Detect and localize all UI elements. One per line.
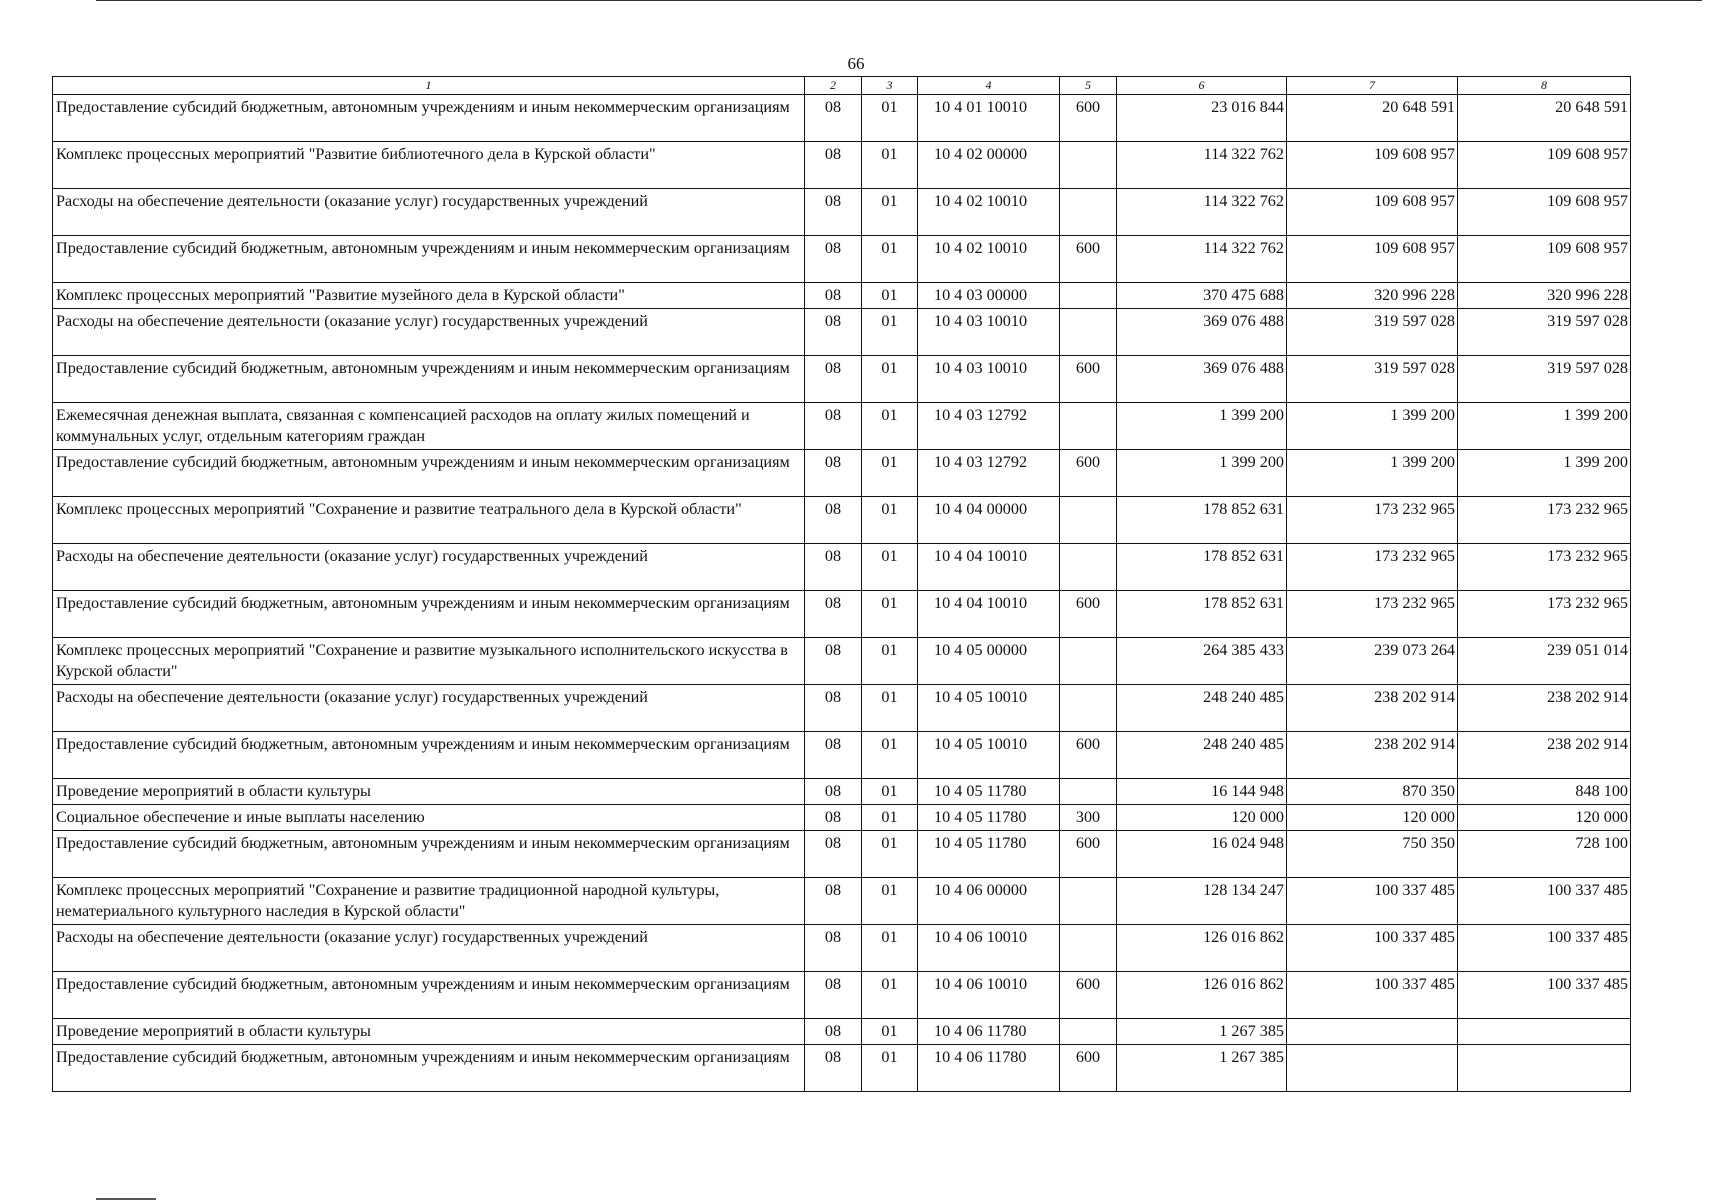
cell-c6: 126 016 862 xyxy=(1117,925,1287,972)
cell-c7: 109 608 957 xyxy=(1287,189,1458,236)
cell-c5 xyxy=(1060,685,1117,732)
cell-c6: 248 240 485 xyxy=(1117,685,1287,732)
cell-c4: 10 4 06 11780 xyxy=(918,1045,1060,1092)
cell-c3: 01 xyxy=(862,878,918,925)
cell-c5: 600 xyxy=(1060,591,1117,638)
cell-c4: 10 4 05 11780 xyxy=(918,805,1060,831)
cell-c5 xyxy=(1060,1019,1117,1045)
table-row xyxy=(53,544,1631,591)
cell-c8: 848 100 xyxy=(1458,779,1631,805)
cell-c5 xyxy=(1060,403,1117,450)
cell-c3: 01 xyxy=(862,685,918,732)
cell-c6: 369 076 488 xyxy=(1117,309,1287,356)
cell-c4: 10 4 05 10010 xyxy=(918,685,1060,732)
cell-c3: 01 xyxy=(862,591,918,638)
cell-c2: 08 xyxy=(805,1045,862,1092)
cell-c4: 10 4 06 10010 xyxy=(918,972,1060,1019)
cell-c6: 248 240 485 xyxy=(1117,732,1287,779)
cell-c5 xyxy=(1060,309,1117,356)
cell-c8: 319 597 028 xyxy=(1458,309,1631,356)
cell-c5: 600 xyxy=(1060,95,1117,142)
cell-c7: 320 996 228 xyxy=(1287,283,1458,309)
cell-c6: 16 144 948 xyxy=(1117,779,1287,805)
column-header: 4 xyxy=(918,77,1060,95)
cell-name: Предоставление субсидий бюджетным, автономным учреждениям и иным некоммерческим организациям xyxy=(53,591,805,638)
cell-name: Расходы на обеспечение деятельности (оказание услуг) государственных учреждений xyxy=(53,925,805,972)
cell-c2: 08 xyxy=(805,356,862,403)
cell-c2: 08 xyxy=(805,925,862,972)
cell-c5 xyxy=(1060,638,1117,685)
cell-c7: 100 337 485 xyxy=(1287,878,1458,925)
cell-c7: 239 073 264 xyxy=(1287,638,1458,685)
cell-c4: 10 4 04 00000 xyxy=(918,497,1060,544)
cell-c3: 01 xyxy=(862,236,918,283)
cell-c3: 01 xyxy=(862,732,918,779)
cell-c2: 08 xyxy=(805,142,862,189)
cell-c8: 238 202 914 xyxy=(1458,732,1631,779)
cell-c6: 128 134 247 xyxy=(1117,878,1287,925)
table-row xyxy=(53,236,1631,283)
table-row xyxy=(53,356,1631,403)
cell-c7: 173 232 965 xyxy=(1287,497,1458,544)
column-header: 5 xyxy=(1060,77,1117,95)
cell-c7: 319 597 028 xyxy=(1287,309,1458,356)
cell-c4: 10 4 01 10010 xyxy=(918,95,1060,142)
column-header: 6 xyxy=(1117,77,1287,95)
cell-c2: 08 xyxy=(805,309,862,356)
cell-c2: 08 xyxy=(805,236,862,283)
cell-c4: 10 4 03 12792 xyxy=(918,403,1060,450)
top-rule xyxy=(96,0,1702,1)
cell-c7: 870 350 xyxy=(1287,779,1458,805)
cell-c4: 10 4 06 10010 xyxy=(918,925,1060,972)
cell-c8: 100 337 485 xyxy=(1458,925,1631,972)
cell-c7: 750 350 xyxy=(1287,831,1458,878)
cell-c5 xyxy=(1060,544,1117,591)
cell-c8: 173 232 965 xyxy=(1458,544,1631,591)
cell-c6: 1 267 385 xyxy=(1117,1045,1287,1092)
cell-c3: 01 xyxy=(862,1045,918,1092)
cell-name: Расходы на обеспечение деятельности (оказание услуг) государственных учреждений xyxy=(53,309,805,356)
table-row xyxy=(53,283,1631,309)
cell-c8 xyxy=(1458,1019,1631,1045)
cell-c4: 10 4 04 10010 xyxy=(918,591,1060,638)
cell-c8: 100 337 485 xyxy=(1458,878,1631,925)
cell-c8: 20 648 591 xyxy=(1458,95,1631,142)
cell-c5: 600 xyxy=(1060,450,1117,497)
cell-c8: 173 232 965 xyxy=(1458,497,1631,544)
table-row xyxy=(53,685,1631,732)
cell-c2: 08 xyxy=(805,732,862,779)
cell-c8: 120 000 xyxy=(1458,805,1631,831)
table-row xyxy=(53,450,1631,497)
column-header: 7 xyxy=(1287,77,1458,95)
cell-c6: 23 016 844 xyxy=(1117,95,1287,142)
cell-c2: 08 xyxy=(805,450,862,497)
cell-c5 xyxy=(1060,925,1117,972)
table-row xyxy=(53,831,1631,878)
cell-c4: 10 4 03 10010 xyxy=(918,356,1060,403)
table-row xyxy=(53,1019,1631,1045)
cell-c7: 238 202 914 xyxy=(1287,732,1458,779)
cell-c2: 08 xyxy=(805,544,862,591)
cell-c2: 08 xyxy=(805,497,862,544)
cell-c5 xyxy=(1060,142,1117,189)
cell-c8: 109 608 957 xyxy=(1458,236,1631,283)
cell-name: Комплекс процессных мероприятий "Сохранение и развитие музыкального исполнительского искусства в Курской области" xyxy=(53,638,805,685)
table-row xyxy=(53,95,1631,142)
table-row xyxy=(53,779,1631,805)
budget-table xyxy=(52,76,1631,1092)
cell-c7 xyxy=(1287,1019,1458,1045)
cell-c7: 173 232 965 xyxy=(1287,591,1458,638)
cell-name: Проведение мероприятий в области культуры xyxy=(53,1019,805,1045)
cell-c2: 08 xyxy=(805,972,862,1019)
cell-c8: 728 100 xyxy=(1458,831,1631,878)
cell-c2: 08 xyxy=(805,878,862,925)
cell-c2: 08 xyxy=(805,283,862,309)
cell-c5: 600 xyxy=(1060,972,1117,1019)
cell-c6: 178 852 631 xyxy=(1117,544,1287,591)
cell-c3: 01 xyxy=(862,544,918,591)
cell-c5 xyxy=(1060,283,1117,309)
column-header: 1 xyxy=(53,77,805,95)
cell-c2: 08 xyxy=(805,95,862,142)
table-row xyxy=(53,732,1631,779)
table-row xyxy=(53,925,1631,972)
cell-c4: 10 4 03 10010 xyxy=(918,309,1060,356)
cell-c2: 08 xyxy=(805,591,862,638)
cell-c8: 100 337 485 xyxy=(1458,972,1631,1019)
cell-c7: 109 608 957 xyxy=(1287,142,1458,189)
cell-name: Расходы на обеспечение деятельности (оказание услуг) государственных учреждений xyxy=(53,685,805,732)
cell-c6: 126 016 862 xyxy=(1117,972,1287,1019)
table-row xyxy=(53,638,1631,685)
cell-c5: 600 xyxy=(1060,831,1117,878)
cell-c3: 01 xyxy=(862,972,918,1019)
cell-name: Предоставление субсидий бюджетным, автономным учреждениям и иным некоммерческим организациям xyxy=(53,972,805,1019)
cell-name: Предоставление субсидий бюджетным, автономным учреждениям и иным некоммерческим организациям xyxy=(53,356,805,403)
cell-c7 xyxy=(1287,1045,1458,1092)
cell-c2: 08 xyxy=(805,831,862,878)
cell-c7: 109 608 957 xyxy=(1287,236,1458,283)
cell-c7: 20 648 591 xyxy=(1287,95,1458,142)
cell-c3: 01 xyxy=(862,142,918,189)
cell-c8 xyxy=(1458,1045,1631,1092)
cell-c3: 01 xyxy=(862,779,918,805)
cell-c7: 173 232 965 xyxy=(1287,544,1458,591)
cell-c4: 10 4 02 10010 xyxy=(918,189,1060,236)
cell-c6: 114 322 762 xyxy=(1117,189,1287,236)
cell-c3: 01 xyxy=(862,805,918,831)
cell-c3: 01 xyxy=(862,497,918,544)
cell-c4: 10 4 05 10010 xyxy=(918,732,1060,779)
cell-name: Предоставление субсидий бюджетным, автономным учреждениям и иным некоммерческим организациям xyxy=(53,450,805,497)
cell-c4: 10 4 06 00000 xyxy=(918,878,1060,925)
cell-name: Предоставление субсидий бюджетным, автономным учреждениям и иным некоммерческим организациям xyxy=(53,1045,805,1092)
cell-c5: 300 xyxy=(1060,805,1117,831)
cell-name: Комплекс процессных мероприятий "Сохранение и развитие традиционной народной культуры, нематериального культурного наследия в Курской области" xyxy=(53,878,805,925)
cell-name: Предоставление субсидий бюджетным, автономным учреждениям и иным некоммерческим организациям xyxy=(53,831,805,878)
cell-c5 xyxy=(1060,878,1117,925)
column-header: 3 xyxy=(862,77,918,95)
cell-c6: 370 475 688 xyxy=(1117,283,1287,309)
table-row xyxy=(53,189,1631,236)
table-row xyxy=(53,805,1631,831)
cell-c8: 239 051 014 xyxy=(1458,638,1631,685)
cell-c2: 08 xyxy=(805,685,862,732)
table-row xyxy=(53,497,1631,544)
cell-c2: 08 xyxy=(805,1019,862,1045)
cell-c6: 114 322 762 xyxy=(1117,236,1287,283)
page-number: 66 xyxy=(847,54,865,73)
column-number-row xyxy=(53,77,1631,95)
cell-c3: 01 xyxy=(862,925,918,972)
cell-c7: 100 337 485 xyxy=(1287,972,1458,1019)
cell-c3: 01 xyxy=(862,356,918,403)
cell-name: Расходы на обеспечение деятельности (оказание услуг) государственных учреждений xyxy=(53,544,805,591)
cell-c4: 10 4 03 00000 xyxy=(918,283,1060,309)
table-row xyxy=(53,403,1631,450)
cell-c6: 120 000 xyxy=(1117,805,1287,831)
cell-name: Предоставление субсидий бюджетным, автономным учреждениям и иным некоммерческим организациям xyxy=(53,732,805,779)
cell-c6: 178 852 631 xyxy=(1117,591,1287,638)
cell-c4: 10 4 04 10010 xyxy=(918,544,1060,591)
cell-c6: 114 322 762 xyxy=(1117,142,1287,189)
cell-c3: 01 xyxy=(862,638,918,685)
cell-c5: 600 xyxy=(1060,1045,1117,1092)
cell-c8: 109 608 957 xyxy=(1458,142,1631,189)
cell-c2: 08 xyxy=(805,638,862,685)
cell-c4: 10 4 05 11780 xyxy=(918,779,1060,805)
cell-c3: 01 xyxy=(862,283,918,309)
cell-name: Проведение мероприятий в области культуры xyxy=(53,779,805,805)
cell-c8: 173 232 965 xyxy=(1458,591,1631,638)
cell-c5: 600 xyxy=(1060,732,1117,779)
cell-c5 xyxy=(1060,779,1117,805)
cell-c3: 01 xyxy=(862,831,918,878)
cell-c4: 10 4 05 00000 xyxy=(918,638,1060,685)
cell-c4: 10 4 02 00000 xyxy=(918,142,1060,189)
cell-c7: 120 000 xyxy=(1287,805,1458,831)
cell-c6: 1 399 200 xyxy=(1117,450,1287,497)
cell-name: Комплекс процессных мероприятий "Развитие библиотечного дела в Курской области" xyxy=(53,142,805,189)
cell-c7: 1 399 200 xyxy=(1287,403,1458,450)
cell-c3: 01 xyxy=(862,95,918,142)
cell-name: Предоставление субсидий бюджетным, автономным учреждениям и иным некоммерческим организациям xyxy=(53,236,805,283)
cell-c3: 01 xyxy=(862,403,918,450)
cell-name: Комплекс процессных мероприятий "Развитие музейного дела в Курской области" xyxy=(53,283,805,309)
cell-c8: 109 608 957 xyxy=(1458,189,1631,236)
cell-c3: 01 xyxy=(862,450,918,497)
cell-c2: 08 xyxy=(805,403,862,450)
cell-c3: 01 xyxy=(862,189,918,236)
cell-c4: 10 4 03 12792 xyxy=(918,450,1060,497)
cell-c2: 08 xyxy=(805,779,862,805)
cell-c6: 16 024 948 xyxy=(1117,831,1287,878)
cell-name: Предоставление субсидий бюджетным, автономным учреждениям и иным некоммерческим организациям xyxy=(53,95,805,142)
cell-name: Комплекс процессных мероприятий "Сохранение и развитие театрального дела в Курской области" xyxy=(53,497,805,544)
cell-c8: 238 202 914 xyxy=(1458,685,1631,732)
cell-c8: 319 597 028 xyxy=(1458,356,1631,403)
cell-c2: 08 xyxy=(805,805,862,831)
cell-name: Социальное обеспечение и иные выплаты населению xyxy=(53,805,805,831)
cell-name: Ежемесячная денежная выплата, связанная с компенсацией расходов на оплату жилых помещений и коммунальных услуг, отдельным категориям граждан xyxy=(53,403,805,450)
cell-c2: 08 xyxy=(805,189,862,236)
cell-c5: 600 xyxy=(1060,356,1117,403)
column-header: 2 xyxy=(805,77,862,95)
cell-c6: 264 385 433 xyxy=(1117,638,1287,685)
cell-c7: 100 337 485 xyxy=(1287,925,1458,972)
cell-c7: 238 202 914 xyxy=(1287,685,1458,732)
table-row xyxy=(53,309,1631,356)
cell-c4: 10 4 06 11780 xyxy=(918,1019,1060,1045)
cell-c8: 320 996 228 xyxy=(1458,283,1631,309)
cell-c7: 319 597 028 xyxy=(1287,356,1458,403)
cell-c8: 1 399 200 xyxy=(1458,403,1631,450)
table-row xyxy=(53,1045,1631,1092)
cell-c6: 369 076 488 xyxy=(1117,356,1287,403)
cell-c5: 600 xyxy=(1060,236,1117,283)
cell-c3: 01 xyxy=(862,309,918,356)
cell-c7: 1 399 200 xyxy=(1287,450,1458,497)
column-header: 8 xyxy=(1458,77,1631,95)
cell-c5 xyxy=(1060,189,1117,236)
table-row xyxy=(53,142,1631,189)
cell-name: Расходы на обеспечение деятельности (оказание услуг) государственных учреждений xyxy=(53,189,805,236)
cell-c5 xyxy=(1060,497,1117,544)
cell-c6: 1 399 200 xyxy=(1117,403,1287,450)
cell-c8: 1 399 200 xyxy=(1458,450,1631,497)
table-row xyxy=(53,972,1631,1019)
table-row xyxy=(53,878,1631,925)
cell-c4: 10 4 05 11780 xyxy=(918,831,1060,878)
cell-c4: 10 4 02 10010 xyxy=(918,236,1060,283)
cell-c3: 01 xyxy=(862,1019,918,1045)
cell-c6: 1 267 385 xyxy=(1117,1019,1287,1045)
table-row xyxy=(53,591,1631,638)
cell-c6: 178 852 631 xyxy=(1117,497,1287,544)
